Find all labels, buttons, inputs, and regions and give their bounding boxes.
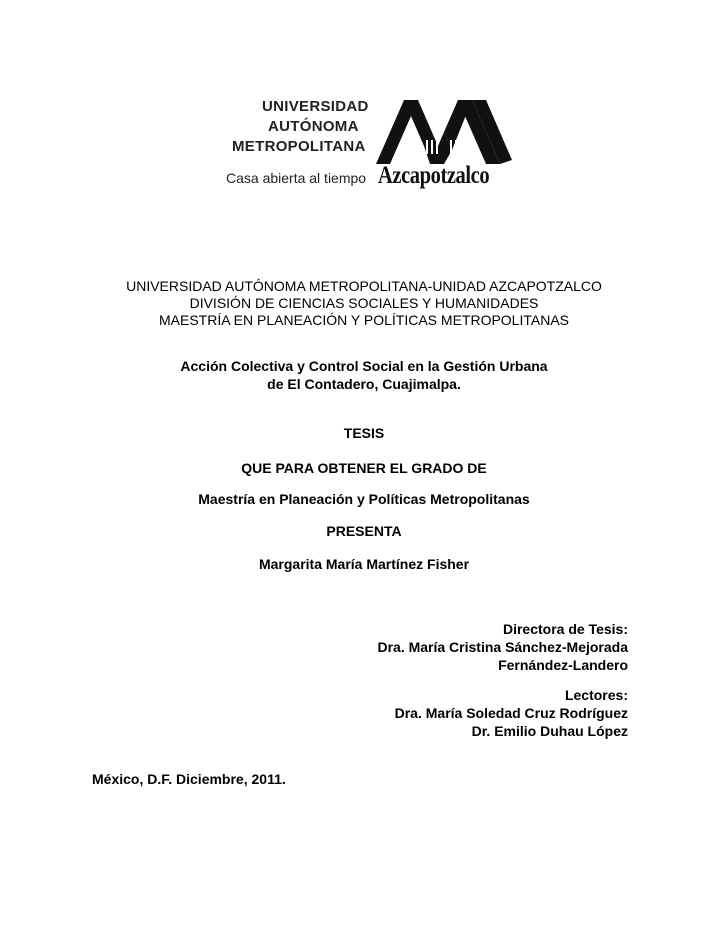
logo-line-2: AUTÓNOMA [268,118,359,135]
uam-emblem-icon [374,96,514,166]
university-logo [222,92,522,202]
readers-label: Lectores: [564,687,628,703]
reader-1-name: Dra. María Soledad Cruz Rodríguez [394,705,628,721]
thesis-purpose: QUE PARA OBTENER EL GRADO DE [241,460,487,476]
director-name-line-1: Dra. María Cristina Sánchez-Mejorada [377,639,628,655]
author-name: Margarita María Martínez Fisher [258,556,470,572]
director-name-line-2: Fernández-Landero [498,657,628,673]
place-date: México, D.F. Diciembre, 2011. [92,771,286,787]
logo-motto: Casa abierta al tiempo [226,170,367,186]
institution-name: UNIVERSIDAD AUTÓNOMA METROPOLITANA-UNIDAD AZCAPOTZALCO [126,278,602,294]
logo-line-3: METROPOLITANA [232,138,366,155]
program-name: MAESTRÍA EN PLANEACIÓN Y POLÍTICAS METROPOLITANAS [159,312,569,328]
logo-line-1: UNIVERSIDAD [262,98,369,115]
division-name: DIVISIÓN DE CIENCIAS SOCIALES Y HUMANIDADES [189,295,539,311]
reader-2-name: Dr. Emilio Duhau López [471,723,628,739]
thesis-type: TESIS [343,425,385,441]
degree-name: Maestría en Planeación y Políticas Metropolitanas [198,491,530,507]
director-label: Directora de Tesis: [502,621,628,637]
thesis-title-line-2: de El Contadero, Cuajimalpa. [267,376,461,392]
logo-campus-name: Azcapotzalco [378,162,490,189]
presents-label: PRESENTA [326,523,402,539]
thesis-title-line-1: Acción Colectiva y Control Social en la Gestión Urbana [180,358,548,374]
